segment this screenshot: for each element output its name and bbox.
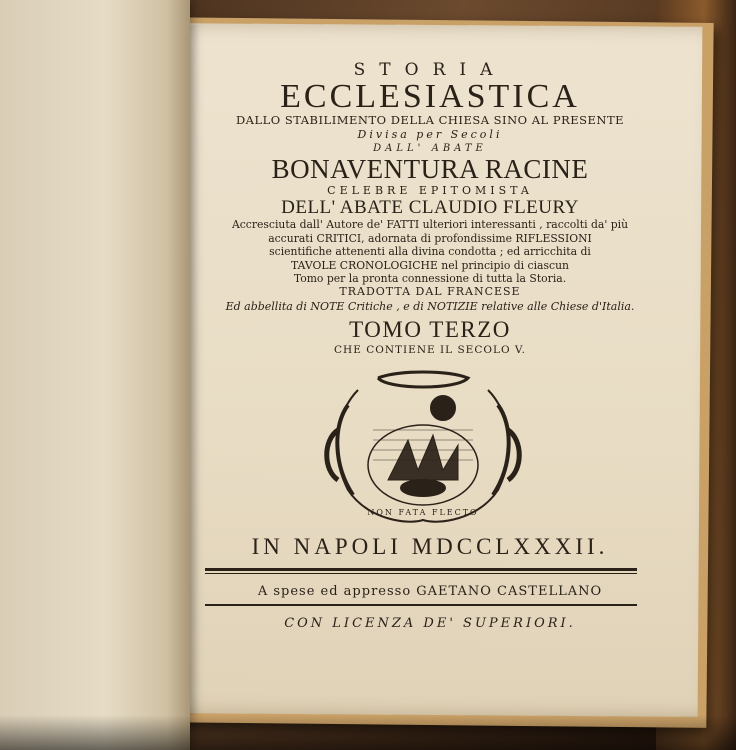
original-author: DELL' ABATE CLAUDIO FLEURY xyxy=(281,197,579,218)
subtitle-dall-abate: DALL' ABATE xyxy=(373,143,487,154)
title-storia: STORIA xyxy=(353,60,507,80)
left-blank-page xyxy=(0,0,190,750)
publisher-line: A spese ed appresso GAETANO CASTELLANO xyxy=(257,584,603,599)
description-line: Tomo per la pronta connessione di tutta la Storia. xyxy=(293,272,567,285)
description-line: Accresciuta dall' Autore de' FATTI ulteriori interessanti , raccolti da' più xyxy=(231,218,629,231)
author-role: CELEBRE EPITOMISTA xyxy=(327,184,533,197)
license-line: CON LICENZA DE' SUPERIORI. xyxy=(284,616,576,631)
rule-thick xyxy=(205,568,637,571)
author-name: BONAVENTURA RACINE xyxy=(271,154,589,184)
subtitle-divisa: Divisa per Secoli xyxy=(357,128,503,141)
description-block xyxy=(200,218,660,286)
volume-contents: CHE CONTIENE IL SECOLO V. xyxy=(334,344,526,356)
printer-vignette xyxy=(318,370,528,528)
imprint-place-date: IN NAPOLI MDCCLXXXII. xyxy=(251,534,609,559)
volume-title: TOMO TERZO xyxy=(349,317,511,342)
translation-note: TRADOTTA DAL FRANCESE xyxy=(339,285,521,298)
rule-lower xyxy=(205,604,637,606)
rule-thin xyxy=(205,573,637,574)
description-line: scientifiche attenenti alla divina condotta ; ed arricchita di xyxy=(269,245,591,258)
bottom-shadow xyxy=(0,715,736,750)
notes-line: Ed abbellita di NOTE Critiche , e di NOTIZIE relative alle Chiese d'Italia. xyxy=(225,300,635,313)
description-line: accurati CRITICI, adornata di profondissime RIFLESSIONI xyxy=(268,231,592,245)
subtitle-dallo: DALLO STABILIMENTO DELLA CHIESA SINO AL PRESENTE xyxy=(235,113,625,127)
description-line: TAVOLE CRONOLOGICHE nel principio di ciascun xyxy=(291,258,569,272)
vignette-motto: NON FATA FLECTO xyxy=(367,508,479,517)
title-ecclesiastica: ECCLESIASTICA xyxy=(280,78,580,115)
